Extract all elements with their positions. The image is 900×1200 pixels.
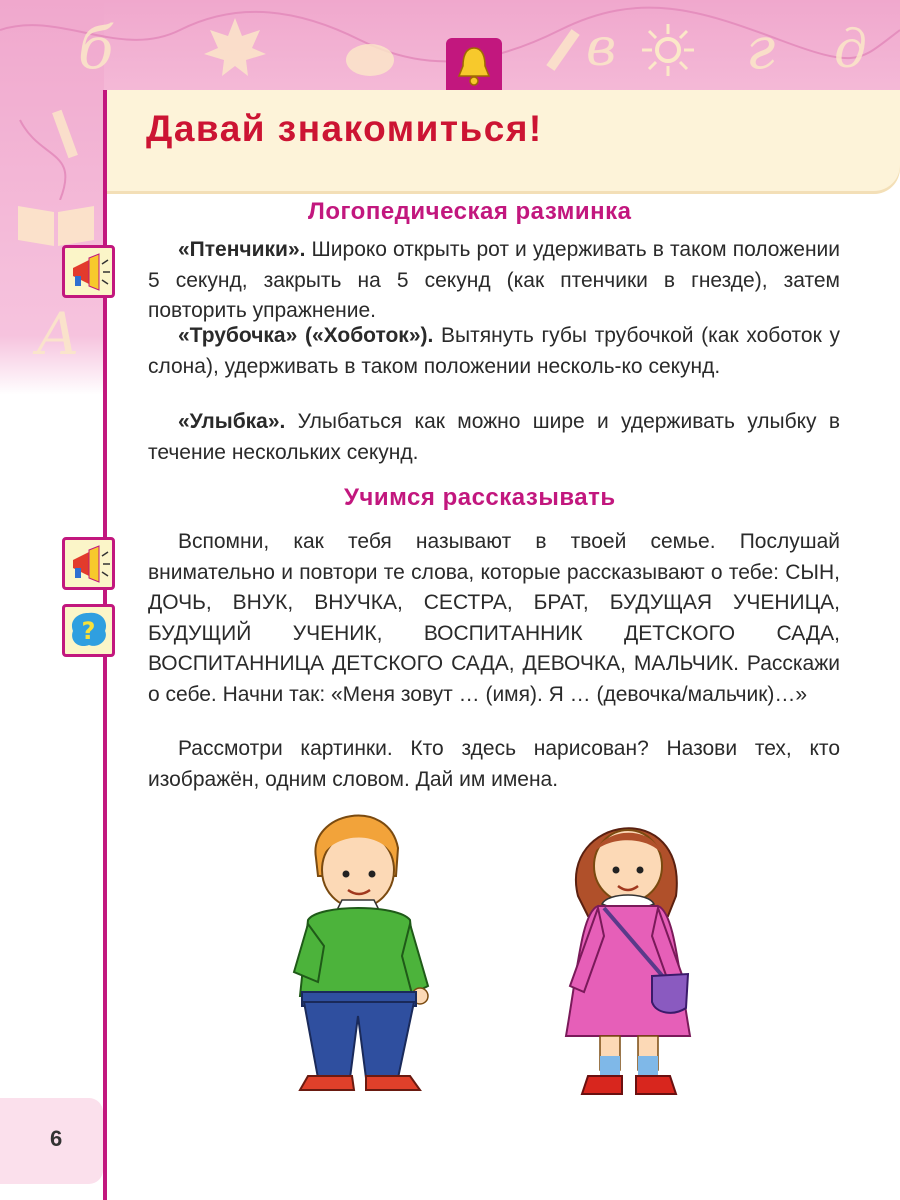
- decor-letter-g: г: [746, 14, 776, 82]
- open-book-icon: [14, 198, 98, 250]
- decor-letter-d: д: [834, 20, 867, 80]
- storytelling-heading: Учимся рассказывать: [344, 484, 616, 511]
- listen-icon-box: [62, 245, 115, 298]
- exercise-text: Улыбаться как можно шире и удерживать улыбку в течение нескольких секунд.: [148, 410, 840, 464]
- decor-letter-b: б: [78, 14, 114, 82]
- storytelling-paragraph-1: Вспомни, как тебя называют в твоей семье. Послушай внимательно и повтори те слова, которые рассказывают о тебе: СЫН, ДОЧЬ, ВНУК, ВНУЧКА, СЕСТРА, БРАТ, БУДУЩАЯ УЧЕНИЦА, БУДУЩИЙ УЧЕНИК, ВОСПИТАННИК ДЕТСКОГО САДА, ВОСПИТАННИЦА ДЕТСКОГО САДА, ДЕВОЧКА, МАЛЬЧИК. Расскажи о себе. Начни так: «Меня зовут … (имя). Я … (девочка/мальчик)…»: [148, 530, 840, 706]
- page-number: 6: [50, 1126, 63, 1151]
- warmup-item-2: [148, 321, 840, 382]
- maple-leaf-icon: [200, 14, 270, 78]
- pencil-icon: [540, 24, 590, 80]
- exercise-name: «Трубочка» («Хоботок»).: [178, 324, 434, 347]
- exercise-name: «Улыбка».: [178, 410, 286, 433]
- listen-icon-box: [62, 537, 115, 590]
- sun-icon: [640, 22, 696, 78]
- girl-illustration: [548, 796, 708, 1102]
- hedgehog-icon: [340, 30, 400, 80]
- page-title: Давай знакомиться!: [146, 108, 543, 149]
- pencil-icon: [44, 108, 88, 164]
- warmup-item-1: [148, 235, 840, 327]
- decor-letter-v: в: [586, 18, 617, 78]
- storytelling-paragraph-2: Рассмотри картинки. Кто здесь нарисован? Назови тех, кто изображён, одним словом. Дай им имена.: [148, 737, 840, 791]
- bell-icon: [454, 44, 494, 88]
- boy-illustration: [278, 796, 448, 1096]
- decor-letter-a: А: [36, 300, 80, 368]
- exercise-text: Вытянуть губы трубочкой (как хоботок у слона), удерживать в таком положении несколь-ко секунд.: [148, 324, 840, 378]
- exercise-name: «Птенчики».: [178, 238, 306, 261]
- megaphone-icon: [65, 540, 112, 587]
- warmup-item-3: [148, 407, 840, 468]
- megaphone-icon: [65, 248, 112, 295]
- question-icon: [65, 607, 112, 654]
- question-icon-box: [62, 604, 115, 657]
- warmup-heading: Логопедическая разминка: [308, 198, 632, 225]
- svg-text:?: ?: [81, 617, 96, 645]
- exercise-text: Широко открыть рот и удерживать в таком положении 5 секунд, закрыть на 5 секунд (как птенчики в гнезде), затем повторить упражнение.: [148, 238, 840, 322]
